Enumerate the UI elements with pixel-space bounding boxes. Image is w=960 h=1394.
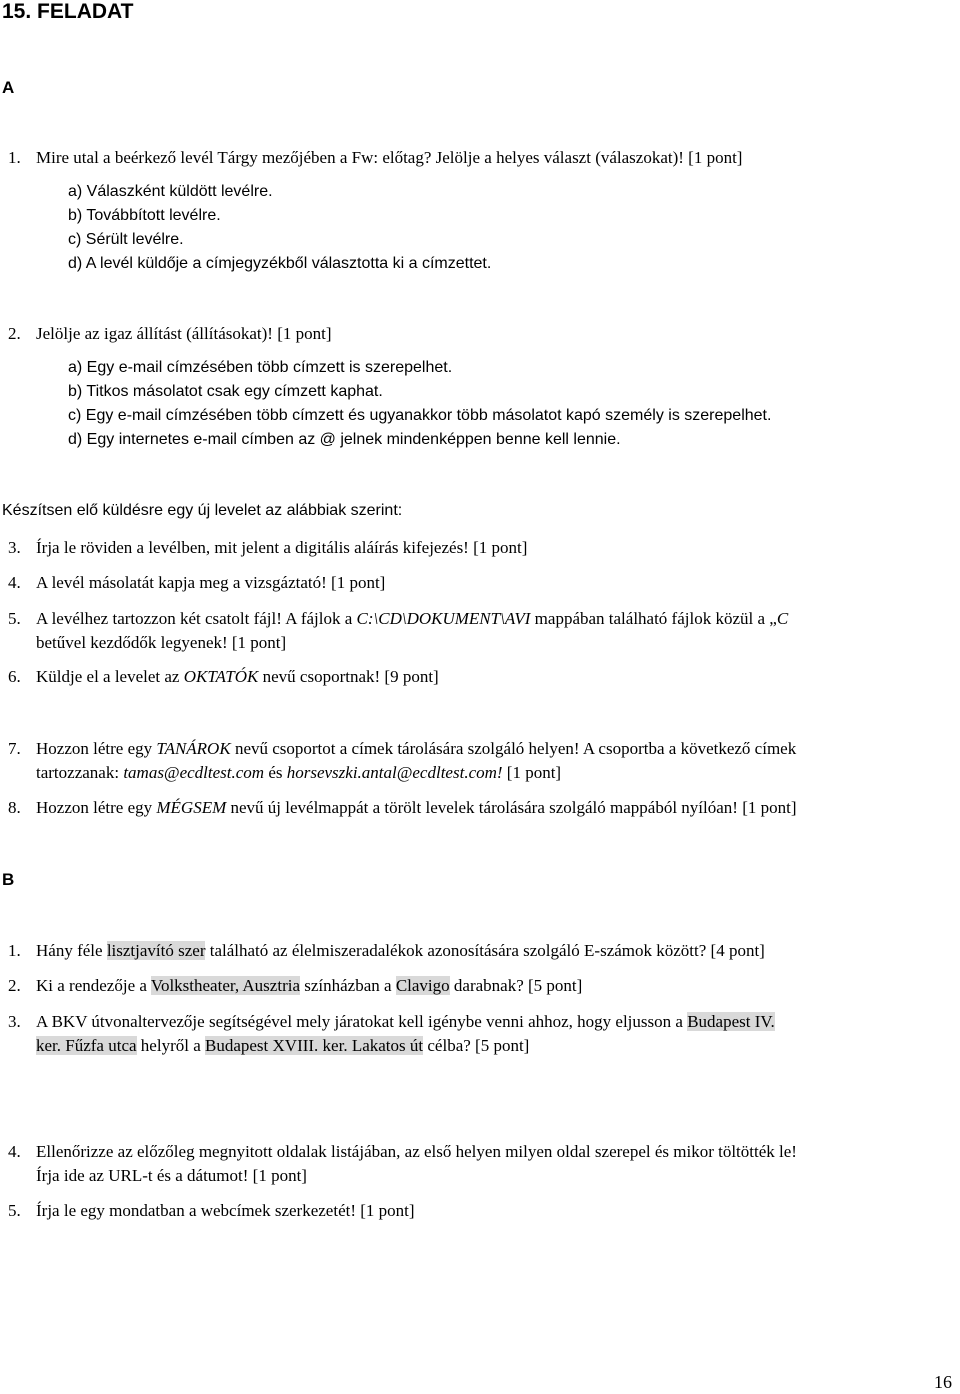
question-text: Hozzon létre egy	[36, 798, 157, 817]
question-7-line-2	[36, 761, 561, 785]
highlighted-term: Clavigo	[395, 976, 450, 995]
question-number: 3.	[8, 538, 21, 557]
question-2	[8, 322, 332, 346]
question-3	[8, 536, 527, 560]
folder-path: C:\CD\DOKUMENT\AVI	[356, 609, 531, 628]
group-name: OKTATÓK	[183, 667, 259, 686]
question-8	[8, 796, 797, 820]
question-b4-line-2: Írja ide az URL-t és a dátumot! [1 pont]	[36, 1166, 307, 1185]
question-text: A levél másolatát kapja meg a vizsgáztató! [1 pont]	[36, 573, 386, 592]
highlighted-term: Budapest XVIII. ker. Lakatos út	[205, 1036, 424, 1055]
section-a-heading: A	[2, 78, 15, 97]
question-number: 5.	[8, 609, 21, 628]
question-text: mappában található fájlok közül a „	[530, 609, 777, 628]
question-text: Küldje el a levelet az	[36, 667, 184, 686]
question-text: színházban a	[300, 976, 396, 995]
q1-option-d: d) A levél küldője a címjegyzékből választotta ki a címzettet.	[68, 255, 492, 272]
question-text: Ki a rendezője a	[36, 976, 151, 995]
question-number: 2.	[8, 324, 21, 343]
highlighted-term: Budapest IV.	[687, 1012, 775, 1031]
question-text: Hány féle	[36, 941, 107, 960]
question-text: Írja le röviden a levélben, mit jelent a digitális aláírás kifejezés! [1 pont]	[36, 538, 528, 557]
question-b1	[8, 939, 765, 963]
question-b3	[8, 1010, 775, 1034]
question-text: Hozzon létre egy	[36, 739, 157, 758]
question-number: 6.	[8, 667, 21, 686]
email-address: tamas@ecdltest.com	[123, 763, 265, 782]
question-text: [1 pont]	[502, 763, 562, 782]
question-number: 1.	[8, 941, 21, 960]
question-text: célba? [5 pont]	[423, 1036, 530, 1055]
question-b5	[8, 1199, 415, 1223]
question-number: 1.	[8, 148, 21, 167]
question-b3-line-2	[36, 1034, 529, 1058]
folder-name: MÉGSEM	[156, 798, 227, 817]
question-number: 5.	[8, 1201, 21, 1220]
question-text: nevű új levélmappát a törölt levelek tárolására szolgáló mappából nyílóan! [1 pont]	[226, 798, 797, 817]
highlighted-term: lisztjavító szer	[106, 941, 206, 960]
question-number: 4.	[8, 1142, 21, 1161]
task-intro: Készítsen elő küldésre egy új levelet az alábbiak szerint:	[2, 502, 403, 519]
start-letter: C	[776, 609, 789, 628]
highlighted-term: ker. Fűzfa utca	[36, 1036, 137, 1055]
question-1	[8, 146, 742, 170]
q2-option-d: d) Egy internetes e-mail címben az @ jelnek mindenképpen benne kell lennie.	[68, 431, 621, 448]
question-number: 4.	[8, 573, 21, 592]
q1-option-b: b) Továbbított levélre.	[68, 207, 221, 224]
highlighted-term: Volkstheater, Ausztria	[150, 976, 300, 995]
question-number: 8.	[8, 798, 21, 817]
question-5-line-2: betűvel kezdődők legyenek! [1 pont]	[36, 633, 287, 652]
question-text: tartozzanak:	[36, 763, 124, 782]
question-4	[8, 571, 385, 595]
question-text: található az élelmiszeradalékok azonosítására szolgáló E-számok között? [4 pont]	[205, 941, 765, 960]
q1-option-c: c) Sérült levélre.	[68, 231, 184, 248]
question-number: 3.	[8, 1012, 21, 1031]
question-number: 2.	[8, 976, 21, 995]
question-text: helyről a	[136, 1036, 205, 1055]
question-text: Ellenőrizze az előzőleg megnyitott oldalak listájában, az első helyen milyen oldal szerepel és mikor töltötték le!	[36, 1142, 797, 1161]
question-text: Írja le egy mondatban a webcímek szerkezetét! [1 pont]	[36, 1201, 415, 1220]
question-b2	[8, 974, 582, 998]
q2-option-c: c) Egy e-mail címzésében több címzett és ugyanakkor több másolatot kapó személy is szerepelhet.	[68, 407, 772, 424]
q2-option-a: a) Egy e-mail címzésében több címzett is szerepelhet.	[68, 359, 453, 376]
question-text: nevű csoportot a címek tárolására szolgáló helyen! A csoportba a következő címek	[230, 739, 797, 758]
page-number: 16	[934, 1372, 952, 1392]
q2-option-b: b) Titkos másolatot csak egy címzett kaphat.	[68, 383, 383, 400]
page-title: 15. FELADAT	[2, 0, 134, 23]
question-text: és	[264, 763, 287, 782]
question-text: A BKV útvonaltervezője segítségével mely járatokat kell igénybe venni ahhoz, hogy eljusson a	[36, 1012, 688, 1031]
section-b-heading: B	[2, 870, 15, 889]
question-text: A levélhez tartozzon két csatolt fájl! A fájlok a	[36, 609, 357, 628]
question-5	[8, 607, 788, 631]
question-text: Jelölje az igaz állítást (állításokat)! [1 pont]	[36, 324, 332, 343]
question-b4	[8, 1140, 797, 1164]
group-name: TANÁROK	[156, 739, 231, 758]
question-6	[8, 665, 439, 689]
question-text: nevű csoportnak! [9 pont]	[258, 667, 439, 686]
question-text: darabnak? [5 pont]	[449, 976, 583, 995]
question-text: Mire utal a beérkező levél Tárgy mezőjében a Fw: előtag? Jelölje a helyes választ (válaszokat)! [1 pont]	[36, 148, 743, 167]
question-number: 7.	[8, 739, 21, 758]
q1-option-a: a) Válaszként küldött levélre.	[68, 183, 273, 200]
email-address: horsevszki.antal@ecdltest.com!	[286, 763, 503, 782]
question-7	[8, 737, 796, 761]
